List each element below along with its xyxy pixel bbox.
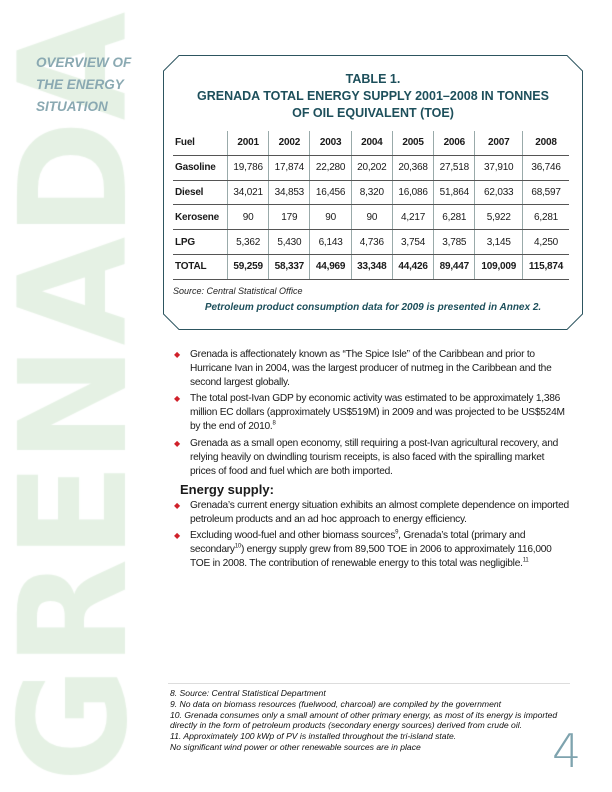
table-cell: 109,009 — [475, 254, 523, 279]
column-header: 2007 — [475, 131, 523, 155]
table-cell: Kerosene — [173, 205, 228, 230]
section-title-line: SITUATION — [36, 99, 108, 114]
table-cell: 19,786 — [228, 155, 269, 180]
bullet-text: Excluding wood-fuel and other biomass sources — [190, 530, 396, 542]
column-header: 2004 — [351, 131, 392, 155]
column-header: 2005 — [392, 131, 433, 155]
table-box — [163, 55, 583, 330]
column-header: 2006 — [434, 131, 475, 155]
list-item — [174, 392, 569, 434]
table-cell: 4,217 — [392, 205, 433, 230]
table-cell: 20,202 — [351, 155, 392, 180]
table-cell: 5,362 — [228, 230, 269, 255]
table-cell: 17,874 — [269, 155, 310, 180]
footnote: No significant wind power or other renewable sources are in place — [170, 741, 421, 752]
table-cell: 3,785 — [434, 230, 475, 255]
list-item — [174, 437, 569, 479]
footnotes — [170, 688, 580, 753]
table-cell: 51,864 — [434, 180, 475, 205]
bullet-text: Grenada’s current energy situation exhibits an almost complete dependence on imported petroleum products and an ad hoc approach to energy efficiency. — [190, 499, 569, 526]
table-row — [173, 155, 569, 180]
list-item — [174, 348, 569, 390]
footnote: 9. No data on biomass resources (fuelwood, charcoal) are compiled by the government — [170, 698, 502, 709]
bullet-icon: ◆ — [174, 350, 180, 359]
table-cell: 16,086 — [392, 180, 433, 205]
table-cell: 3,145 — [475, 230, 523, 255]
bullet-icon: ◆ — [174, 438, 180, 448]
section-title-line: OVERVIEW OF — [36, 55, 132, 70]
table-cell: 59,259 — [228, 254, 269, 279]
list-item — [174, 529, 569, 571]
table-source: Source: Central Statistical Office — [173, 286, 303, 296]
bullet-icon: ◆ — [174, 394, 180, 404]
table-header-row — [173, 131, 569, 155]
table-cell: 34,021 — [228, 180, 269, 205]
column-header: 2003 — [310, 131, 351, 155]
table-cell: 62,033 — [475, 180, 523, 205]
table-cell: 44,426 — [392, 254, 433, 279]
table-cell: 37,910 — [475, 155, 523, 180]
table-cell: Diesel — [173, 180, 228, 205]
table-title-line: OF OIL EQUIVALENT (TOE) — [292, 106, 454, 120]
footnote: 8. Source: Central Statistical Department — [170, 688, 326, 698]
energy-supply-heading: Energy supply: — [180, 481, 274, 497]
footnote: 11. Approximately 100 kWp of PV is installed throughout the tri-island state. — [170, 731, 457, 742]
table-row — [173, 254, 569, 279]
section-title-line: THE ENERGY — [36, 77, 124, 92]
table-cell: 8,320 — [351, 180, 392, 205]
bullet-text: Grenada as a small open economy, still requiring a post-Ivan agricultural recovery, and relying heavily on dwindling tourism receipts, is also faced with the spiralling market prices of food and fuel which are both imported. — [190, 437, 559, 477]
table-cell: 89,447 — [434, 254, 475, 279]
bullet-text: , Grenada’s total (primary and secondary — [190, 530, 526, 556]
footnote-divider — [168, 683, 570, 684]
column-header: Fuel — [173, 131, 228, 155]
footnote-ref: 10 — [234, 543, 241, 550]
table-row — [173, 180, 569, 205]
table-cell: 179 — [269, 205, 310, 230]
bullet-icon: ◆ — [174, 531, 180, 541]
table-cell: 5,430 — [269, 230, 310, 255]
table-note: Petroleum product consumption data for 2009 is presented in Annex 2. — [204, 302, 542, 313]
column-header: 2002 — [269, 131, 310, 155]
table-cell: 5,922 — [475, 205, 523, 230]
table-cell: 115,874 — [523, 254, 569, 279]
table-title-line: TABLE 1. — [345, 72, 401, 86]
table-cell: 16,456 — [310, 180, 351, 205]
table-cell: 27,518 — [434, 155, 475, 180]
table-cell: 6,281 — [523, 205, 569, 230]
list-item — [174, 499, 569, 527]
table-cell: 6,281 — [434, 205, 475, 230]
bullet-icon: ◆ — [174, 500, 180, 510]
table-cell: 20,368 — [392, 155, 433, 180]
table-cell: 4,250 — [523, 230, 569, 255]
column-header: 2008 — [523, 131, 569, 155]
table-cell: 33,348 — [351, 254, 392, 279]
table-title — [163, 71, 583, 122]
table-cell: 34,853 — [269, 180, 310, 205]
table-cell: 90 — [228, 205, 269, 230]
body-text — [174, 348, 569, 573]
table-cell: 68,597 — [523, 180, 569, 205]
table-cell: 36,746 — [523, 155, 569, 180]
bullet-text: The total post-Ivan GDP by economic activity was estimated to be approximately 1,386 million EC dollars (approximately US$519M) in 2009 and was projected to be US$524M by the end of 2010. — [190, 393, 565, 433]
table-cell: 90 — [351, 205, 392, 230]
bullet-text: ) energy supply grew from 89,500 TOE in 2006 to approximately 116,000 TOE in 2008. The contribution of renewable energy to this total was negligible. — [190, 544, 552, 570]
section-title — [36, 52, 156, 118]
bullet-text: Grenada is affectionately known as “The Spice Isle” of the Caribbean and prior to Hurricane Ivan in 2004, was the largest producer of nutmeg in the Caribbean and the second largest globally. — [190, 349, 552, 389]
table-cell: 58,337 — [269, 254, 310, 279]
table-cell: LPG — [173, 230, 228, 255]
table-cell: Gasoline — [173, 155, 228, 180]
table-cell: 22,280 — [310, 155, 351, 180]
table-cell: TOTAL — [173, 254, 228, 279]
table-cell: 90 — [310, 205, 351, 230]
table-row — [173, 205, 569, 230]
table-cell: 6,143 — [310, 230, 351, 255]
energy-supply-table — [173, 131, 569, 280]
page-number: 4 — [552, 724, 582, 778]
table-cell: 3,754 — [392, 230, 433, 255]
table-row — [173, 230, 569, 255]
table-title-line: GRENADA TOTAL ENERGY SUPPLY 2001–2008 IN TONNES — [197, 89, 549, 103]
footnote: 10. Grenada consumes only a small amount of other primary energy, as most of its energy is imported directly in the form of petroleum products (secondary energy sources) derived from crude oil. — [170, 709, 558, 731]
column-header: 2001 — [228, 131, 269, 155]
footnote-ref: 9 — [395, 529, 399, 536]
footnote-ref: 11 — [522, 557, 529, 564]
table-cell: 44,969 — [310, 254, 351, 279]
grenada-watermark — [0, 0, 160, 792]
table-cell: 4,736 — [351, 230, 392, 255]
footnote-ref: 8 — [272, 421, 276, 428]
